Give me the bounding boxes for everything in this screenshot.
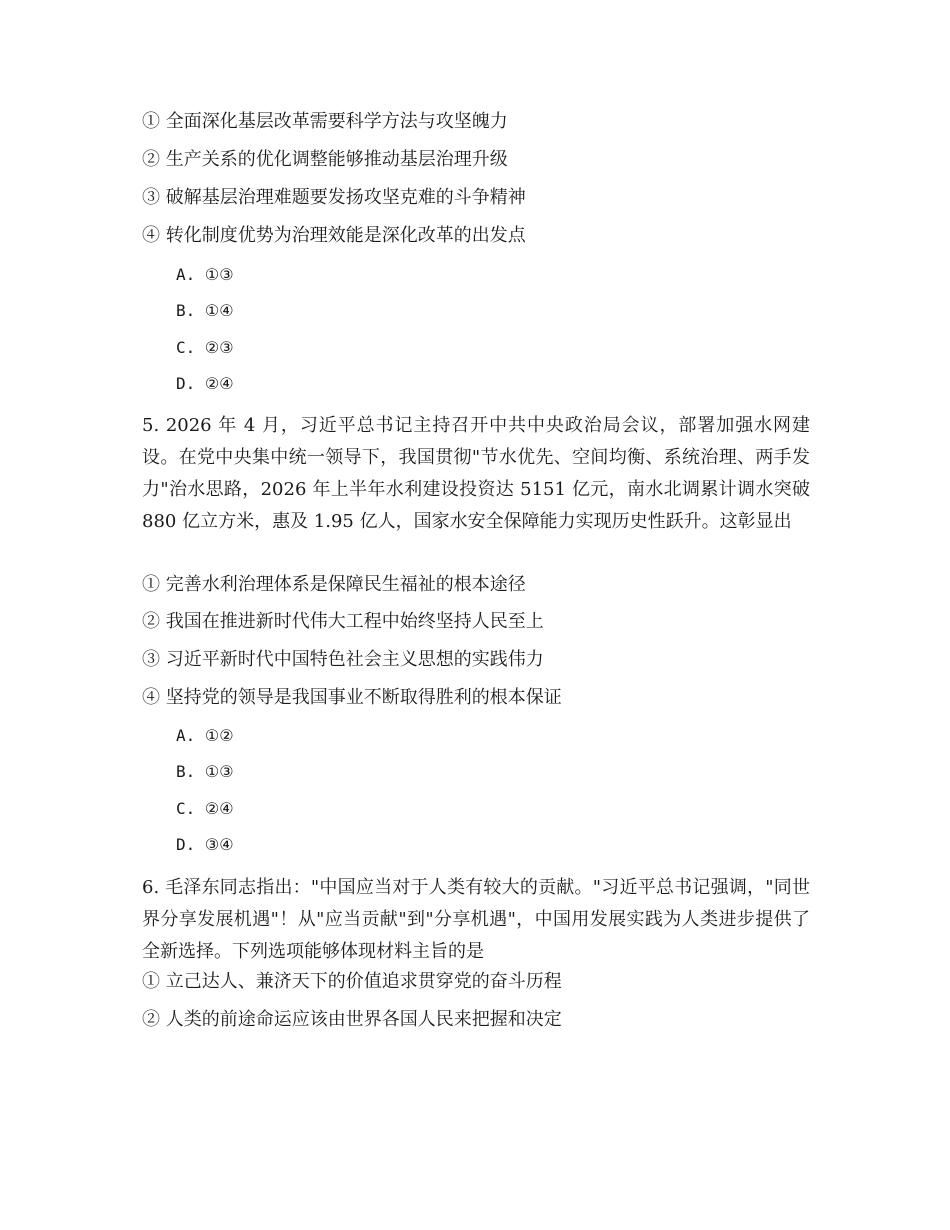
q5-question-text: 5. 2026 年 4 月，习近平总书记主持召开中共中央政治局会议，部署加强水网建设。在党中央集中统一领导下，我国贯彻"节水优先、空间均衡、系统治理、两手发力"治水思路，2026 年上半年水利建设投资达 5151 亿元，南水北调累计调水突破 880 亿立方米，惠及 1.95 亿人，国家水安全保障能力实现历史性跃升。这彰显出 bbox=[142, 415, 810, 532]
q4-statement-1: ① 全面深化基层改革需要科学方法与攻坚魄力 bbox=[142, 111, 508, 132]
q5-statement-2: ② 我国在推进新时代伟大工程中始终坚持人民至上 bbox=[142, 611, 544, 632]
q4-option-b: B. ①④ bbox=[176, 301, 234, 320]
q4-statement-4: ④ 转化制度优势为治理效能是深化改革的出发点 bbox=[142, 225, 526, 246]
q5-statement-1: ① 完善水利治理体系是保障民生福祉的根本途径 bbox=[142, 574, 526, 595]
q5-statement-3: ③ 习近平新时代中国特色社会主义思想的实践伟力 bbox=[142, 649, 544, 670]
q4-statement-3: ③ 破解基层治理难题要发扬攻坚克难的斗争精神 bbox=[142, 187, 526, 208]
q5-option-c: C. ②④ bbox=[176, 799, 234, 818]
q4-statement-2: ② 生产关系的优化调整能够推动基层治理升级 bbox=[142, 149, 508, 170]
q4-option-c: C. ②③ bbox=[176, 338, 234, 357]
q4-option-d: D. ②④ bbox=[176, 374, 234, 393]
q4-option-a: A. ①③ bbox=[176, 265, 234, 284]
q6-statement-1: ① 立己达人、兼济天下的价值追求贯穿党的奋斗历程 bbox=[142, 971, 562, 992]
q5-option-a: A. ①② bbox=[176, 726, 234, 745]
q6-question-text: 6. 毛泽东同志指出："中国应当对于人类有较大的贡献。"习近平总书记强调，"同世界分享发展机遇"！从"应当贡献"到"分享机遇"，中国用发展实践为人类进步提供了全新选择。下列选项能够体现材料主旨的是 bbox=[142, 877, 810, 962]
q5-option-d: D. ③④ bbox=[176, 835, 234, 854]
q5-statement-4: ④ 坚持党的领导是我国事业不断取得胜利的根本保证 bbox=[142, 687, 562, 708]
q6-statement-2: ② 人类的前途命运应该由世界各国人民来把握和决定 bbox=[142, 1009, 562, 1030]
q5-option-b: B. ①③ bbox=[176, 762, 234, 781]
